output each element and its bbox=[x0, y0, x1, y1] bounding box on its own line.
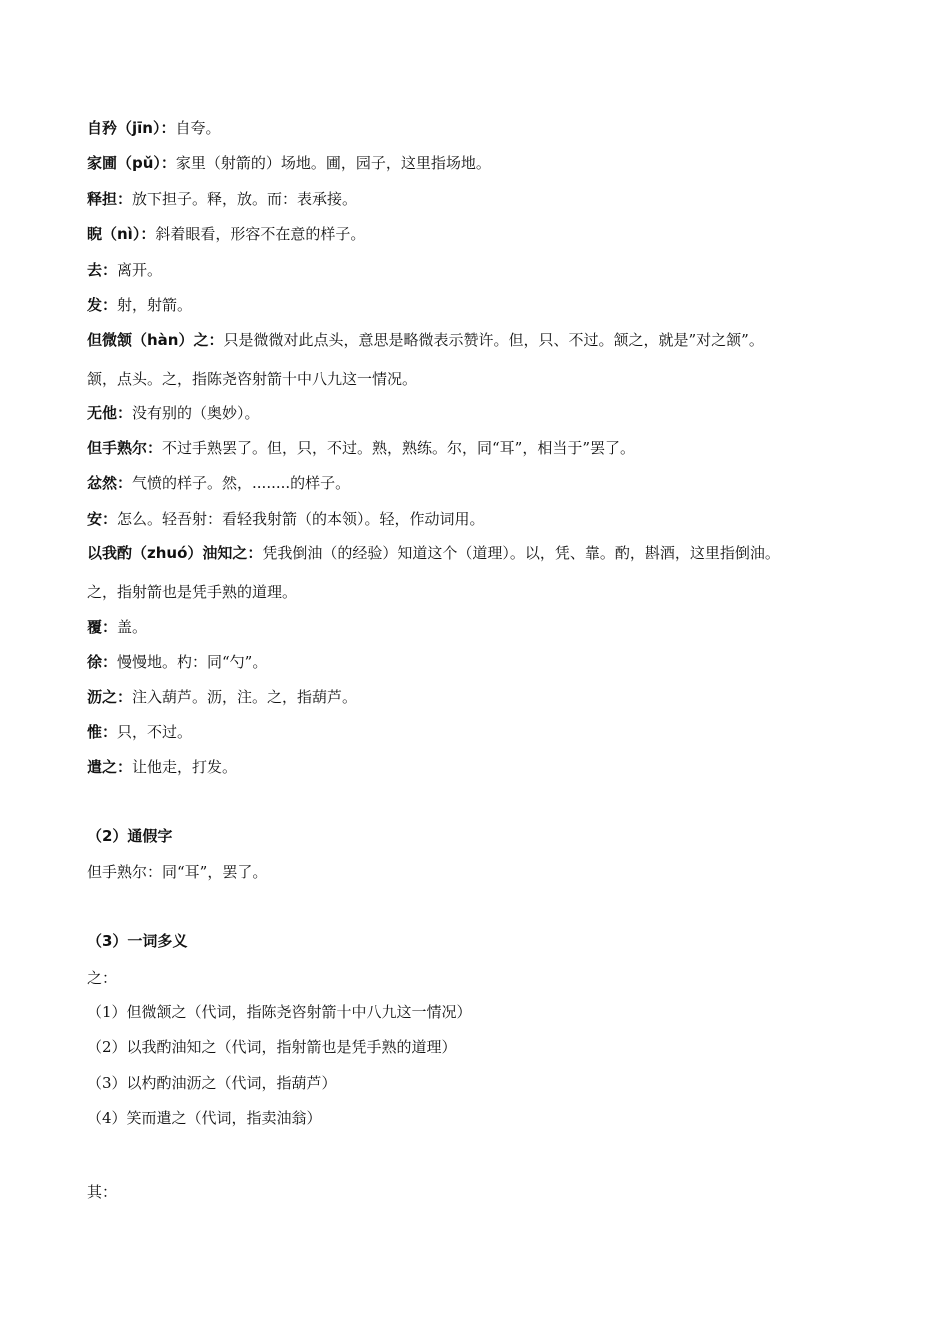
section-label: 之： bbox=[87, 969, 118, 987]
glossary-definition: 怎么。轻吾射：看轻我射箭（的本领）。轻，作动词用。 bbox=[117, 510, 485, 528]
glossary-definition: 放下担子。释，放。而：表承接。 bbox=[132, 190, 358, 208]
glossary-line bbox=[87, 543, 780, 563]
glossary-definition: 没有别的（奥妙）。 bbox=[132, 404, 260, 422]
glossary-definition: 气愤的样子。然，........的样子。 bbox=[132, 474, 351, 492]
glossary-term: 徐： bbox=[87, 653, 118, 671]
glossary-definition: 注入葫芦。沥，注。之，指葫芦。 bbox=[132, 688, 358, 706]
glossary-term: 释担： bbox=[87, 190, 133, 208]
glossary-line bbox=[87, 330, 764, 350]
glossary-definition: 只是微微对此点头，意思是略微表示赞许。但，只、不过。颔之，就是”对之颔”。 bbox=[223, 331, 764, 349]
trailing-label: 其： bbox=[87, 1183, 118, 1201]
glossary-term: 安： bbox=[87, 510, 118, 528]
glossary-line bbox=[87, 295, 192, 315]
glossary-definition: 盖。 bbox=[117, 618, 148, 636]
glossary-term: 沥之： bbox=[87, 688, 133, 706]
glossary-term: 去： bbox=[87, 261, 118, 279]
glossary-definition: 射，射箭。 bbox=[117, 296, 193, 314]
glossary-line bbox=[87, 260, 162, 280]
glossary-definition: 家里（射箭的）场地。圃，园子，这里指场地。 bbox=[175, 154, 491, 172]
glossary-definition: 斜着眼看，形容不在意的样子。 bbox=[155, 225, 366, 243]
glossary-line bbox=[87, 687, 357, 707]
glossary-continuation: 之，指射箭也是凭手熟的道理。 bbox=[87, 583, 298, 601]
glossary-term: 覆： bbox=[87, 618, 118, 636]
glossary-term: 无他： bbox=[87, 404, 133, 422]
section-heading: （2）通假字 bbox=[87, 827, 173, 845]
glossary-line bbox=[87, 722, 192, 742]
glossary-term: 但手熟尔： bbox=[87, 439, 163, 457]
list-item: （3）以杓酌油沥之（代词，指葫芦） bbox=[87, 1074, 337, 1092]
glossary-continuation: 颔，点头。之，指陈尧咨射箭十中八九这一情况。 bbox=[87, 370, 418, 388]
glossary-definition: 凭我倒油（的经验）知道这个（道理）。以，凭、靠。酌，斟酒，这里指倒油。 bbox=[262, 544, 780, 562]
glossary-line bbox=[87, 118, 220, 138]
list-item: （2）以我酌油知之（代词，指射箭也是凭手熟的道理） bbox=[87, 1038, 457, 1056]
glossary-line bbox=[87, 438, 635, 458]
glossary-line bbox=[87, 224, 365, 244]
glossary-term: 睨（nì）： bbox=[87, 225, 156, 243]
glossary-definition: 只，不过。 bbox=[117, 723, 193, 741]
glossary-term: 忿然： bbox=[87, 474, 133, 492]
glossary-term: 遣之： bbox=[87, 758, 133, 776]
glossary-term: 以我酌（zhuó）油知之： bbox=[87, 544, 263, 562]
section-heading: （3）一词多义 bbox=[87, 932, 188, 950]
glossary-definition: 慢慢地。杓：同“勺”。 bbox=[117, 653, 268, 671]
glossary-term: 家圃（pǔ）： bbox=[87, 154, 176, 172]
glossary-line bbox=[87, 473, 350, 493]
glossary-line bbox=[87, 757, 237, 777]
glossary-definition: 自夸。 bbox=[175, 119, 221, 137]
glossary-term: 发： bbox=[87, 296, 118, 314]
glossary-line bbox=[87, 153, 491, 173]
glossary-line bbox=[87, 652, 267, 672]
glossary-line bbox=[87, 617, 147, 637]
glossary-term: 惟： bbox=[87, 723, 118, 741]
glossary-definition: 不过手熟罢了。但，只，不过。熟，熟练。尔，同“耳”，相当于”罢了。 bbox=[162, 439, 636, 457]
glossary-definition: 离开。 bbox=[117, 261, 163, 279]
glossary-term: 但微颔（hàn）之： bbox=[87, 331, 224, 349]
glossary-line bbox=[87, 403, 260, 423]
list-item: （4）笑而遣之（代词，指卖油翁） bbox=[87, 1109, 322, 1127]
glossary-term: 自矜（jīn）： bbox=[87, 119, 176, 137]
glossary-definition: 让他走，打发。 bbox=[132, 758, 238, 776]
section-line: 但手熟尔：同“耳”，罢了。 bbox=[87, 863, 268, 881]
glossary-line bbox=[87, 189, 357, 209]
list-item: （1）但微颔之（代词，指陈尧咨射箭十中八九这一情况） bbox=[87, 1003, 472, 1021]
glossary-line bbox=[87, 509, 485, 529]
